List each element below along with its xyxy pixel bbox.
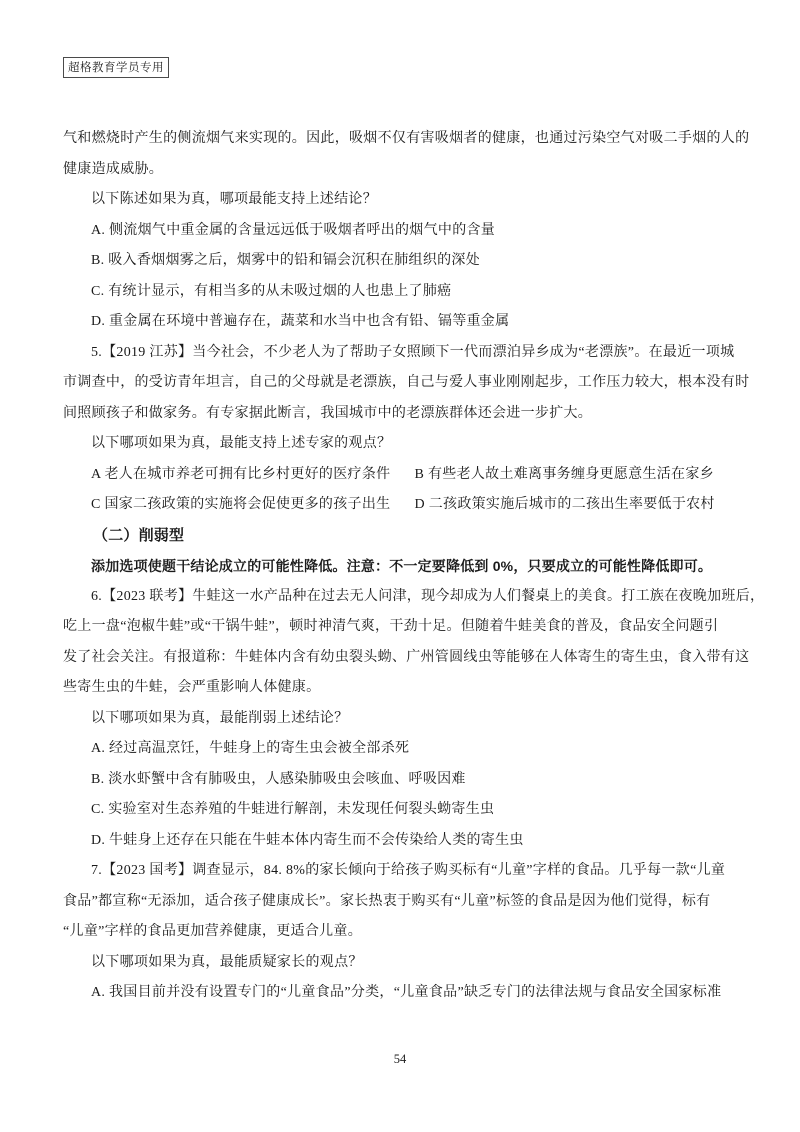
q6-stem-4: 些寄生虫的牛蛙，会严重影响人体健康。 — [63, 680, 321, 695]
section-note: 添加选项使题干结论成立的可能性降低。注意：不一定要降低到 0%，只要成立的可能性降低即可。 — [91, 558, 713, 574]
q6-question: 以下哪项如果为真，最能削弱上述结论？ — [91, 710, 349, 726]
q4-option-c: C. 有统计显示，有相当多的从未吸过烟的人也患上了肺癌 — [91, 283, 452, 299]
document-content — [63, 124, 765, 1009]
q4-stem-continuation-2: 健康造成威胁。 — [63, 161, 164, 177]
q4-stem-continuation-1: 气和燃烧时产生的侧流烟气来实现的。因此，吸烟不仅有害吸烟者的健康，也通过污染空气对吸二手烟的人的 — [63, 131, 750, 146]
q6-stem-1: 6.【2023 联考】牛蛙这一水产品种在过去无人问津，现今却成为人们餐桌上的美食。打工族在夜晚加班后， — [91, 588, 765, 604]
q5-options-ab-col-0: A 老人在城市养老可拥有比乡村更好的医疗条件 — [91, 466, 391, 482]
q5-question: 以下哪项如果为真，最能支持上述专家的观点？ — [91, 436, 392, 451]
q7-stem-3: “儿童”字样的食品更加营养健康，更适合儿童。 — [63, 924, 363, 939]
q7-question: 以下哪项如果为真，最能质疑家长的观点？ — [91, 954, 363, 970]
q5-stem-3: 间照顾孩子和做家务。有专家据此断言，我国城市中的老漂族群体还会进一步扩大。 — [63, 405, 593, 421]
q5-stem-2: 市调查中，的受访青年坦言，自己的父母就是老漂族，自己与爱人事业刚刚起步，工作压力较大，根本没有时 — [63, 375, 750, 390]
q7-stem-2: 食品”都宣称“无添加，适合孩子健康成长”。家长热衷于购买有“儿童”标签的食品是因为他们觉得，标有 — [63, 893, 711, 909]
q7-stem-1: 7.【2023 国考】调查显示，84. 8%的家长倾向于给孩子购买标有“儿童”字样的食品。几乎每一款“儿童 — [91, 863, 726, 878]
q7-option-a: A. 我国目前并没有设置专门的“儿童食品”分类，“儿童食品”缺乏专门的法律法规与食品安全国家标准 — [91, 985, 722, 1000]
header-badge: 超格教育学员专用 — [63, 57, 169, 78]
q5-options-cd — [63, 490, 739, 521]
q6-stem-2: 吃上一盘“泡椒牛蛙”或“干锅牛蛙”，顿时神清气爽，干劲十足。但随着牛蛙美食的普及，食品安全问题引 — [63, 619, 719, 634]
q5-options-cd-col-1: D 二孩政策实施后城市的二孩出生率要低于农村 — [414, 497, 715, 512]
q4-option-b: B. 吸入香烟烟雾之后，烟雾中的铅和镉会沉积在肺组织的深处 — [91, 253, 481, 268]
q5-options-ab-col-1: B 有些老人故土难离事务缠身更愿意生活在家乡 — [414, 466, 714, 482]
q6-option-a: A. 经过高温烹饪，牛蛙身上的寄生虫会被全部杀死 — [91, 741, 410, 756]
q5-options-ab — [63, 460, 739, 491]
section-heading: （二）削弱型 — [93, 526, 185, 544]
q6-option-d: D. 牛蛙身上还存在只能在牛蛙本体内寄生而不会传染给人类的寄生虫 — [91, 832, 524, 848]
q6-stem-3: 发了社会关注。有报道称：牛蛙体内含有幼虫裂头蚴、广州管圆线虫等能够在人体寄生的寄生虫，食入带有这 — [63, 649, 750, 665]
q6-option-c: C. 实验室对生态养殖的牛蛙进行解剖，未发现任何裂头蚴寄生虫 — [91, 802, 495, 817]
q6-option-b: B. 淡水虾蟹中含有肺吸虫，人感染肺吸虫会咳血、呼吸因难 — [91, 771, 466, 787]
q4-option-a: A. 侧流烟气中重金属的含量远远低于吸烟者呼出的烟气中的含量 — [91, 222, 496, 238]
q5-options-cd-col-0: C 国家二孩政策的实施将会促使更多的孩子出生 — [91, 497, 391, 512]
page-number: 54 — [393, 1052, 407, 1066]
q4-option-d: D. 重金属在环境中普遍存在，蔬菜和水当中也含有铅、镉等重金属 — [91, 314, 510, 329]
q4-question: 以下陈述如果为真，哪项最能支持上述结论？ — [91, 192, 377, 207]
q5-stem-1: 5.【2019 江苏】当今社会，不少老人为了帮助子女照顾下一代而漂泊异乡成为“老漂族”。在最近一项城 — [91, 344, 735, 360]
